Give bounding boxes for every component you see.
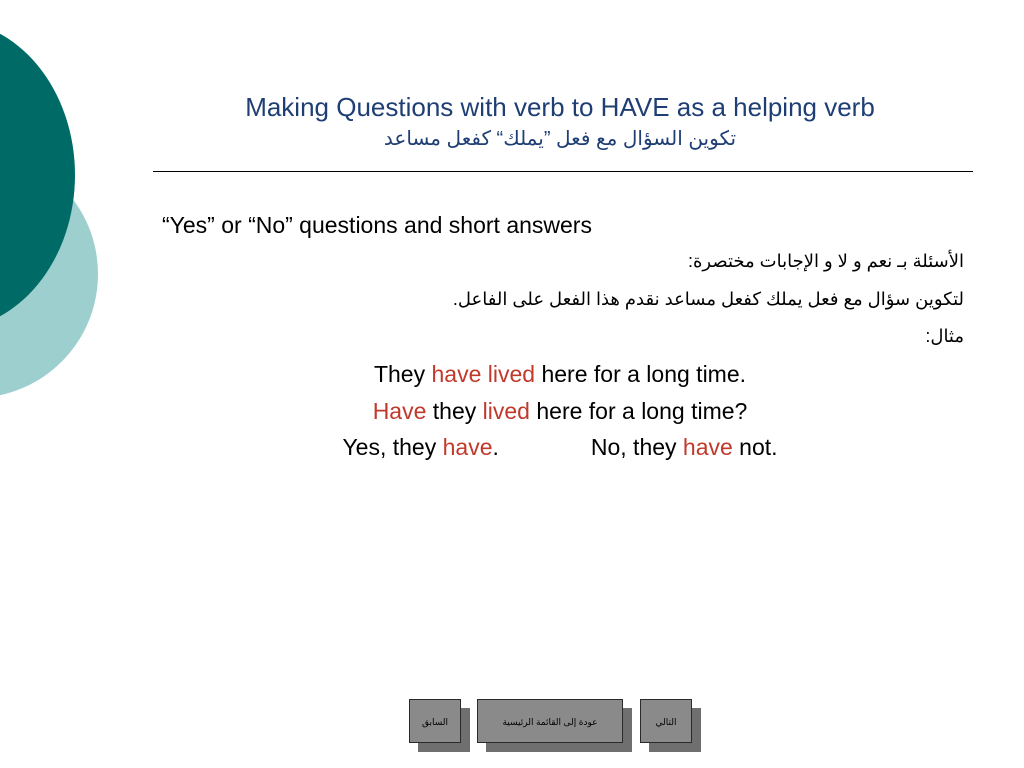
answer-yes-verb: have — [442, 434, 493, 460]
answer-no-end: not. — [732, 434, 778, 460]
example-question — [200, 396, 920, 426]
answer-no-text: No, they — [590, 434, 683, 460]
prev-button-label[interactable]: السابق — [409, 699, 461, 743]
example-question-rest: here for a long time? — [529, 398, 748, 424]
arabic-line-3: مثال: — [925, 326, 964, 346]
section-heading: “Yes” or “No” questions and short answers — [162, 212, 592, 238]
arabic-line-1: الأسئلة بـ نعم و لا و الإجابات مختصرة: — [688, 251, 964, 271]
example-question-subject: they — [426, 398, 483, 424]
example-statement-rest: here for a long time. — [535, 361, 747, 387]
slide-title: Making Questions with verb to HAVE as a helping verb — [245, 92, 875, 122]
arabic-line-2: لتكوين سؤال مع فعل يملك كفعل مساعد نقدم هذا الفعل على الفاعل. — [452, 289, 964, 309]
answer-yes — [342, 434, 498, 460]
home-menu-button-label[interactable]: عودة إلى القائمة الرئيسية — [477, 699, 623, 743]
example-question-aux: Have — [372, 398, 427, 424]
answer-yes-text: Yes, they — [342, 434, 443, 460]
short-answers — [200, 432, 920, 462]
example-statement — [200, 359, 920, 389]
next-button-label[interactable]: التالي — [640, 699, 692, 743]
title-divider — [153, 171, 973, 172]
answer-yes-end: . — [492, 434, 499, 460]
slide-title-arabic: تكوين السؤال مع فعل ”يملك“ كفعل مساعد — [383, 128, 737, 150]
example-statement-verb: have lived — [431, 361, 536, 387]
example-question-verb: lived — [482, 398, 530, 424]
answer-no — [591, 434, 778, 460]
example-statement-text: They — [373, 361, 432, 387]
answer-no-verb: have — [682, 434, 733, 460]
